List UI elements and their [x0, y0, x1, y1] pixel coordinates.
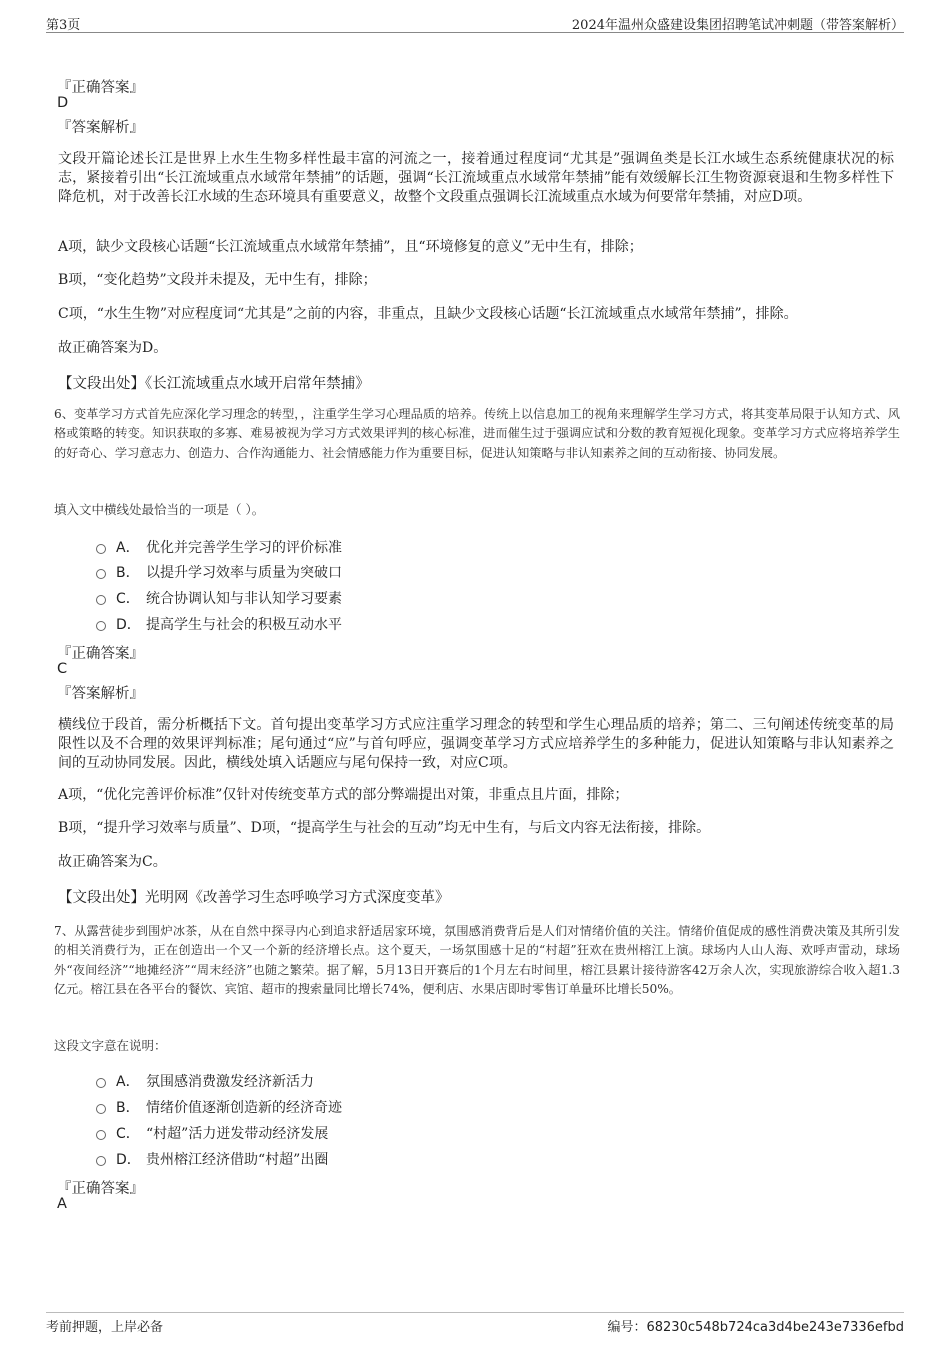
- document-code: 编号：68230c548b724ca3d4be243e7336efbd: [607, 1320, 904, 1335]
- analysis-label: 『答案解析』: [57, 120, 144, 136]
- option-d[interactable]: D． 提高学生与社会的积极互动水平: [96, 614, 342, 634]
- analysis-paragraph: 故正确答案为D。: [58, 340, 168, 356]
- radio-icon[interactable]: [96, 621, 106, 631]
- correct-answer-label: 『正确答案』: [57, 646, 144, 662]
- analysis-paragraph: B项，“提升学习效率与质量”、D项，“提高学生与社会的互动”均无中生有，与后文内容无法衔接，排除。: [58, 820, 711, 836]
- option-c[interactable]: C． “村超”活力迸发带动经济发展: [96, 1123, 328, 1143]
- analysis-paragraph: A项，“优化完善评价标准”仅针对传统变革方式的部分弊端提出对策，非重点且片面，排除；: [58, 787, 629, 803]
- option-a[interactable]: A． 优化并完善学生学习的评价标准: [96, 537, 342, 557]
- source-citation: 【文段出处】《长江流域重点水域开启常年禁捕》: [58, 376, 370, 392]
- option-b[interactable]: B． 以提升学习效率与质量为突破口: [96, 562, 342, 582]
- radio-icon[interactable]: [96, 544, 106, 554]
- page-number: 第3页: [46, 18, 81, 33]
- question-prompt: 填入文中横线处最恰当的一项是（ ）。: [54, 502, 265, 517]
- correct-answer-value: C: [57, 661, 68, 677]
- page-header: [46, 12, 904, 33]
- option-a[interactable]: A． 氛围感消费激发经济新活力: [96, 1071, 314, 1091]
- correct-answer-value: A: [57, 1196, 67, 1212]
- analysis-paragraph: 文段开篇论述长江是世界上水生生物多样性最丰富的河流之一，接着通过程度词“尤其是”强调鱼类是长江水域生态系统健康状况的标志，紧接着引出“长江流域重点水域常年禁捕”的话题，强调“长江流域重点水域常年禁捕”能有效缓解长江生物资源衰退和生物多样性下降危机，对于改善长江水域的生态环境具有重要意义，故整个文段重点强调长江流域重点水域为何要常年禁捕，对应D项。: [58, 151, 894, 205]
- radio-icon[interactable]: [96, 595, 106, 605]
- option-b[interactable]: B． 情绪价值逐渐创造新的经济奇迹: [96, 1097, 342, 1117]
- correct-answer-label: 『正确答案』: [57, 1181, 144, 1197]
- option-c[interactable]: C． 统合协调认知与非认知学习要素: [96, 588, 342, 608]
- radio-icon[interactable]: [96, 569, 106, 579]
- document-title: 2024年温州众盛建设集团招聘笔试冲刺题（带答案解析）: [571, 18, 904, 33]
- analysis-paragraph: B项，“变化趋势”文段并未提及，无中生有，排除；: [58, 272, 377, 288]
- analysis-paragraph: 横线位于段首，需分析概括下文。首句提出变革学习方式应注重学习理念的转型和学生心理品质的培养；第二、三句阐述传统变革的局限性以及不合理的效果评判标准；尾句通过“应”与首句呼应，强调变革学习方式应培养学生的多种能力，促进认知策略与非认知素养之间的互动协同发展。因此，横线处填入话题应与尾句保持一致，对应C项。: [58, 717, 894, 771]
- analysis-paragraph: A项，缺少文段核心话题“长江流域重点水域常年禁捕”，且“环境修复的意义”无中生有，排除；: [58, 239, 643, 255]
- analysis-label: 『答案解析』: [57, 686, 144, 702]
- question-prompt: 这段文字意在说明：: [54, 1038, 167, 1053]
- radio-icon[interactable]: [96, 1156, 106, 1166]
- footer-slogan: 考前押题，上岸必备: [46, 1320, 164, 1335]
- radio-icon[interactable]: [96, 1104, 106, 1114]
- analysis-paragraph: 故正确答案为C。: [58, 854, 167, 870]
- correct-answer-label: 『正确答案』: [57, 80, 144, 96]
- question-stem: 6、变革学习方式首先应深化学习理念的转型，，注重学生学习心理品质的培养。传统上以信息加工的视角来理解学生学习方式，将其变革局限于认知方式、风格或策略的转变。知识获取的多寡、难易被视为学习方式效果评判的核心标准，进而催生过于强调应试和分数的教育短视化现象。变革学习方式应将培养学生的好奇心、学习意志力、创造力、合作沟通能力、社会情感能力作为重要目标，促进认知策略与非认知素养之间的互动衔接、协同发展。: [54, 407, 900, 460]
- option-d[interactable]: D． 贵州榕江经济借助“村超”出圈: [96, 1149, 328, 1169]
- page-footer: [46, 1312, 904, 1337]
- correct-answer-value: D: [57, 95, 69, 111]
- source-citation: 【文段出处】光明网《改善学习生态呼唤学习方式深度变革》: [58, 890, 450, 906]
- radio-icon[interactable]: [96, 1078, 106, 1088]
- radio-icon[interactable]: [96, 1130, 106, 1140]
- analysis-paragraph: C项，“水生生物”对应程度词“尤其是”之前的内容，非重点，且缺少文段核心话题“长江流域重点水域常年禁捕”，排除。: [58, 306, 798, 322]
- question-stem: 7、从露营徒步到围炉冰茶，从在自然中探寻内心到追求舒适居家环境，氛围感消费背后是人们对情绪价值的关注。情绪价值促成的感性消费决策及其所引发的相关消费行为，正在创造出一个又一个新的经济增长点。这个夏天，一场氛围感十足的“村超”狂欢在贵州榕江上演。球场内人山人海、欢呼声雷动，球场外“夜间经济”“地摊经济”“周末经济”也随之繁荣。据了解，5月13日开赛后的1个月左右时间里，榕江县累计接待游客42万余人次，实现旅游综合收入超1.3亿元。榕江县在各平台的餐饮、宾馆、超市的搜索量同比增长74%，便利店、水果店即时零售订单量环比增长50%。: [54, 924, 900, 997]
